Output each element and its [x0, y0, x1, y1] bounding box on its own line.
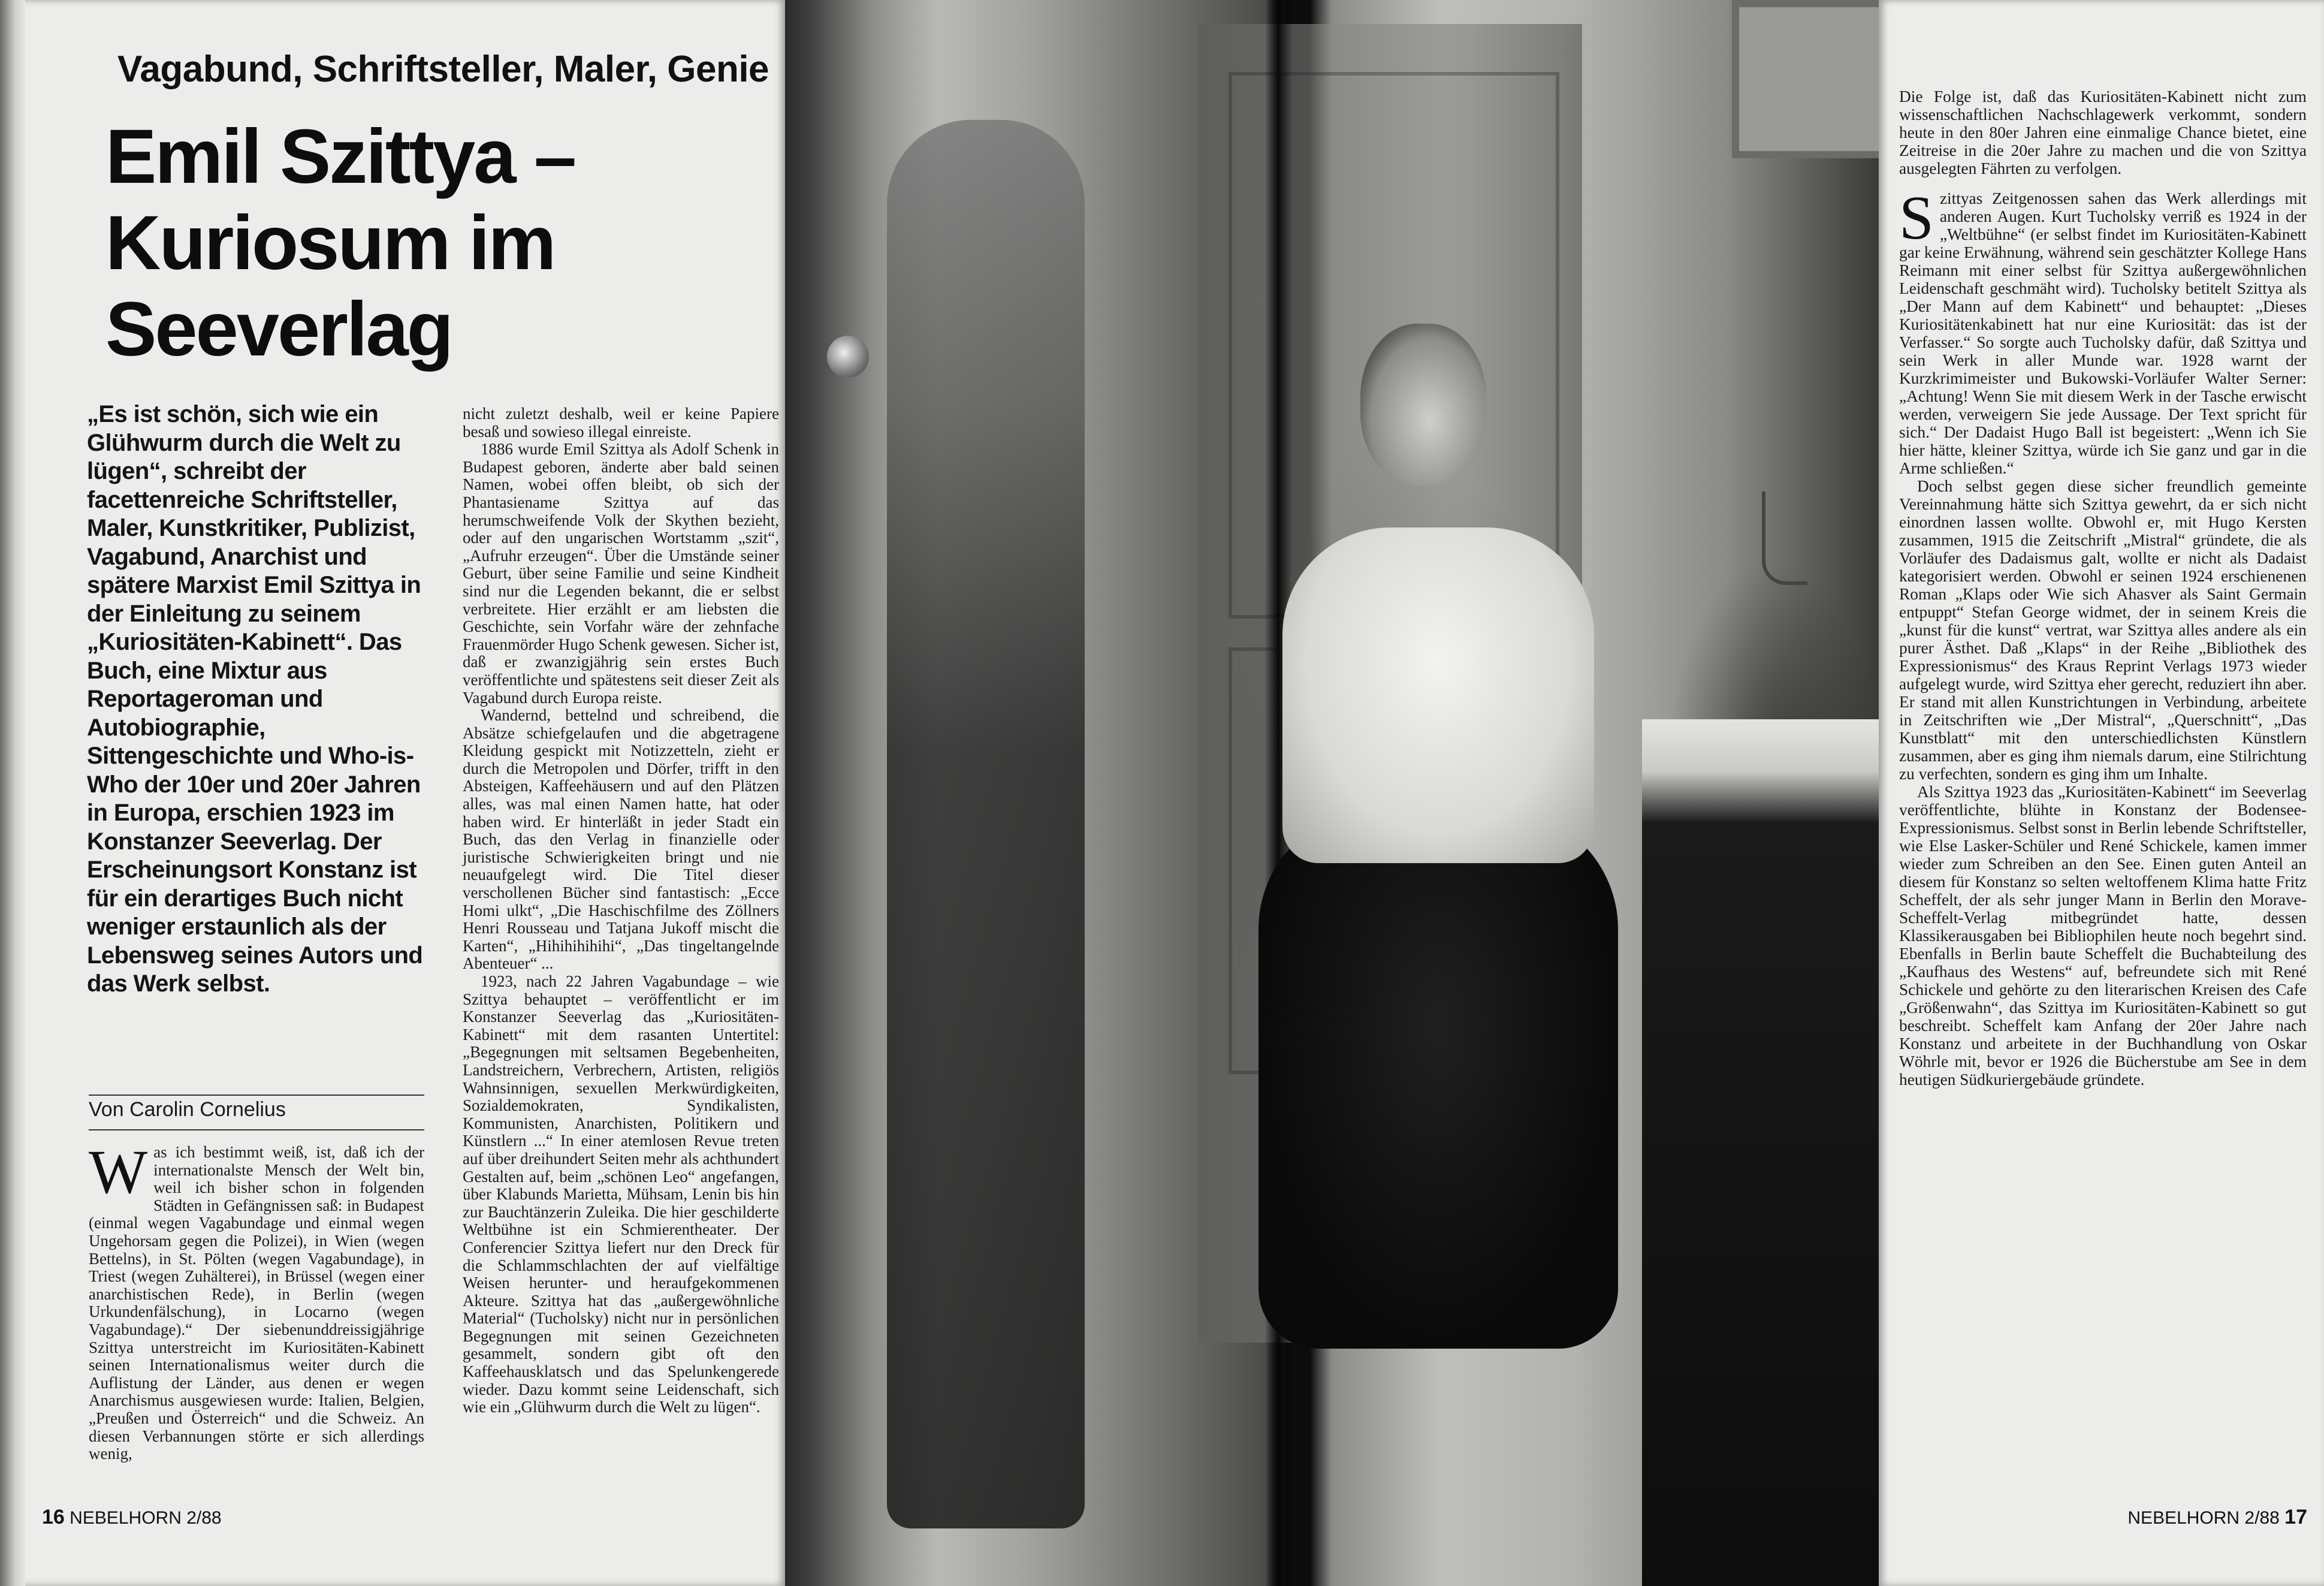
body-paragraph	[1899, 183, 2307, 477]
man-figure	[887, 120, 1085, 1528]
paragraph-text: as ich bestimmt weiß, ist, daß ich der internationalste Mensch der Welt bin, weil ich bisher schon in folgenden Städten in Gefängnissen saß: in Budapest (einmal wegen Vagabundage und einmal wegen Ungehorsam gegen die Polizei), in Wien (wegen Bettelns), in St. Pölten (wegen Vagabundage), in Triest (wegen Zuhälterei), in Brüssel (wegen einer anarchistischen Rede), in Berlin (wegen Urkundenfälschung), in Locarno (wegen Vagabundage).“ Der siebenunddreissigjährige Szittya unterstreicht im Kuriositäten-Kabinett seinen Internationalismus weiter durch die Auflistung der Länder, aus denen er wegen Anarchismus ausgewiesen wurde: Italien, Belgien, „Preußen und Österreich“ und die Schweiz. An diesen Verbannungen störte er sich allerdings wenig,	[89, 1143, 424, 1463]
magazine-issue: NEBELHORN 2/88	[70, 1508, 222, 1528]
headline-line-2: Kuriosum im	[105, 200, 555, 286]
body-paragraph: nicht zuletzt deshalb, weil er keine Papiere besaß und sowieso illegal einreiste.	[463, 405, 779, 441]
byline: Von Carolin Cornelius	[89, 1098, 286, 1121]
byline-rule-top	[89, 1094, 424, 1096]
body-paragraph: Wandernd, bettelnd und schreibend, die Absätze schiefgelaufen und die abgetragene Kleidung gespickt mit Notizzetteln, zieht er durch die Metropolen und Dörfer, trifft in den Absteigen, Kaffeehäusern und auf den Plätzen alles, was mal einen Namen hatte, hat oder haben wird. Er hinterläßt in jeder Stadt ein Buch, das den Verlag in finanzielle oder juristische Schwierigkeiten bringt und nie neuaufgelegt wird. Die Titel dieser verschollenen Bücher sind fantastisch: „Ecce Homi ulkt“, „Die Haschischfilme des Zöllners Henri Rousseau und Tatjana Jukoff mischt die Karten“, „Hihihihihihi“, „Das tingeltangelnde Abenteuer“ ...	[463, 706, 779, 973]
body-paragraph: Doch selbst gegen diese sicher freundlich gemeinte Vereinnahmung hätte sich Szittya gewehrt, da er sich nicht einordnen lassen wollte. Obwohl er, mit Hugo Kersten zusammen, 1915 die Zeitschrift „Mistral“ gründete, die als Vorläufer des Dadaismus galt, wollte er nicht als Dadaist kategorisiert werden. Obwohl er seinen 1924 erschienenen Roman „Klaps oder Wie sich Ahasver als Saint Germain entpuppt“ Stefan George widmet, der in seinem Kreis die „kunst für die kunst“ vertrat, war Szittya alles andere als ein purer Ästhet. Daß „Klaps“ in der Reihe „Bibliothek des Expressionismus“ des Kraus Reprint Verlags 1973 wieder aufgelegt wurde, wird Szittya eher gerecht, reduziert ihn aber. Er stand mit allen Kunstrichtungen in Verbindung, arbeitete in Zeitschriften wie „Der Mistral“, „Querschnitt“, „Das Kunstblatt“ mit den unterschiedlichsten Künstlern zusammen, aber es ging ihm niemals darum, eine Stilrichtung zu verfechten, sondern es ging ihm um Inhalte.	[1899, 477, 2307, 783]
body-paragraph: Als Szittya 1923 das „Kuriositäten-Kabinett“ im Seeverlag veröffentlichte, blühte in Konstanz der Bodensee-Expressionismus. Selbst sonst in Berlin lebende Schriftsteller, wie Else Lasker-Schüler und René Schickele, kamen immer wieder zum Schreiben an den See. Einen guten Anteil an diesem für Konstanz so selten weltoffenem Klima hatte Fritz Scheffelt, der als sehr junger Mann in Berlin den Morave-Scheffelt-Verlag mitbegründet hatte, dessen Klassikerausgaben bei Bibliophilen heute noch begehrt sind. Ebenfalls in Berlin baute Scheffelt die Buchabteilung des „Kaufhaus des Westens“ auf, befreundete sich mit René Schickele und gehörte zu den literarischen Kreisen des Cafe „Größenwahn“, das Szittya im Kuriositäten-Kabinett so gut beschreibt. Scheffelt kam Anfang der 20er Jahre nach Konstanz und arbeitete in der Buchhandlung von Oskar Wöhrle mit, bevor er 1926 die Bücherstube am See in dem heutigen Südkuriergebäude gründete.	[1899, 783, 2307, 1089]
woman-head	[1360, 324, 1486, 486]
wall-picture-frame	[1732, 0, 1879, 158]
page-edge	[0, 0, 25, 1586]
piano	[1642, 719, 1879, 1586]
body-paragraph: 1923, nach 22 Jahren Vagabundage – wie Szittya behauptet – veröffentlicht er im Konstanzer Seeverlag das „Kuriositäten-Kabinett“ mit dem rasanten Untertitel: „Begegnungen mit seltsamen Begebenheiten, Landstreichern, Verbrechern, Artisten, religiös Wahnsinnigen, sexuellen Merkwürdigkeiten, Sozialdemokraten, Syndikalisten, Kommunisten, Anarchisten, Politikern und Künstlern ...“ In einer atemlosen Revue treten auf über dreihundert Seiten mehr als achthundert Gestalten auf, beim „schönen Leo“ angefangen, über Klabunds Marietta, Mühsam, Lenin bis hin zur Bauchtänzerin Zuleika. Die hier geschilderte Weltbühne ist ein Schmierentheater. Der Conferencier Szittya liefert nur den Dreck für die Schlammschlachten der auf vielfältige Weisen herunter- und heraufgekommenen Akteure. Szittya hat das „außergewöhnliche Material“ (Tucholsky) nicht nur in persönlichen Begegnungen mit seinen Gezeichneten gesammelt, sondern gibt oft den Kaffeehausklatsch und das Spelunkengerede wieder. Dazu kommt seine Leidenschaft, sich wie ein „Glühwurm durch die Welt zu lügen“.	[463, 972, 779, 1416]
page-number: 16	[42, 1506, 65, 1528]
drop-cap: W	[89, 1138, 148, 1207]
right-page	[1879, 0, 2324, 1586]
photo-spread	[785, 0, 1879, 1586]
page-number: 17	[2284, 1506, 2307, 1528]
left-page	[0, 0, 785, 1586]
body-paragraph	[89, 1138, 424, 1463]
headline-line-1: Emil Szittya –	[105, 114, 575, 200]
body-column-2	[463, 405, 779, 1416]
magazine-issue: NEBELHORN 2/88	[2127, 1508, 2280, 1528]
body-column-1	[89, 1138, 424, 1463]
drop-cap: S	[1899, 183, 1934, 252]
body-paragraph: Die Folge ist, daß das Kuriositäten-Kabinett nicht zum wissenschaftlichen Nachschlagewerk verkommt, sondern heute in den 80er Jahren eine einmalige Chance bietet, eine Zeitreise in die 20er Jahre zu machen und die von Szittya ausgelegten Fährten zu verfolgen.	[1899, 88, 2307, 177]
intro-lead: „Es ist schön, sich wie ein Glühwurm durch die Welt zu lügen“, schreibt der facettenreiche Schriftsteller, Maler, Kunstkritiker, Publizist, Vagabund, Anarchist und spätere Marxist Emil Szittya in der Einleitung zu seinem „Kuriositäten-Kabinett“. Das Buch, eine Mixtur aus Reportageroman und Autobiographie, Sittengeschichte und Who-is-Who der 10er und 20er Jahren in Europa, erschien 1923 im Konstanzer Seeverlag. Der Erscheinungsort Konstanz ist für ein derartiges Buch nicht weniger erstaunlich als der Lebensweg seines Autors und das Werk selbst.	[87, 401, 423, 997]
paragraph-text: zittyas Zeitgenossen sahen das Werk allerdings mit anderen Augen. Kurt Tucholsky verriß es 1924 in der „Weltbühne“ (er selbst findet im Kuriositäten-Kabinett gar keine Erwähnung, während sein geschätzter Kollege Hans Reimann mit einer selbst für Szittya außergewöhnlichen Leidenschaft geschmäht wird). Tucholsky betitelt Szittya als „Der Mann auf dem Kabinett“ und behauptet: „Dieses Kuriositätenkabinett hat nur eine Kuriosität: das ist der Verfasser.“ So sorgte auch Tucholsky dafür, daß Szittya und sein Werk in aller Munde war. 1928 warnt der Kurzkrimimeister und Bukowski-Vorläufer Walter Serner: „Achtung! Wenn Sie mit diesem Werk in der Tasche erwischt werden, verweigern Sie jede Aussage. Der Text spricht für sich.“ Der Dadaist Hugo Ball ist begeistert: „Wenn ich Sie hier hätte, kleiner Szittya, würde ich Sie ganz und gar in die Arme schließen.“	[1899, 189, 2307, 477]
byline-rule-bottom	[89, 1129, 424, 1130]
folio-left	[42, 1506, 222, 1529]
candle-sconce	[1762, 492, 1807, 585]
headline	[105, 114, 771, 373]
woman-blouse	[1282, 527, 1594, 863]
woman-skirt	[1258, 809, 1618, 1349]
body-paragraph: 1886 wurde Emil Szittya als Adolf Schenk in Budapest geboren, änderte aber bald seinen Namen, wobei offen bleibt, ob sich der Phantasiename Szittya auf das herumschweifende Volk der Skythen bezieht, oder auf den ungarischen Wortstamm „szit“, „Aufruhr erzeugen“. Über die Umstände seiner Geburt, über seine Familie und seine Kindheit sind nur die Legenden bekannt, die er selbst verbreitete. Hier erzählt er am liebsten die Geschichte, sein Vorfahr wäre der zehnfache Frauenmörder Hugo Schenk gewesen. Sicher ist, daß er zwanzigjährig sein erstes Buch veröffentlichte und spätestens seit dieser Zeit als Vagabund durch Europa reiste.	[463, 440, 779, 707]
folio-right	[2127, 1506, 2307, 1529]
door-knob	[827, 336, 869, 378]
headline-line-3: Seeverlag	[105, 287, 452, 372]
kicker: Vagabund, Schriftsteller, Maler, Genie	[117, 49, 769, 90]
body-column-3	[1899, 88, 2307, 1089]
